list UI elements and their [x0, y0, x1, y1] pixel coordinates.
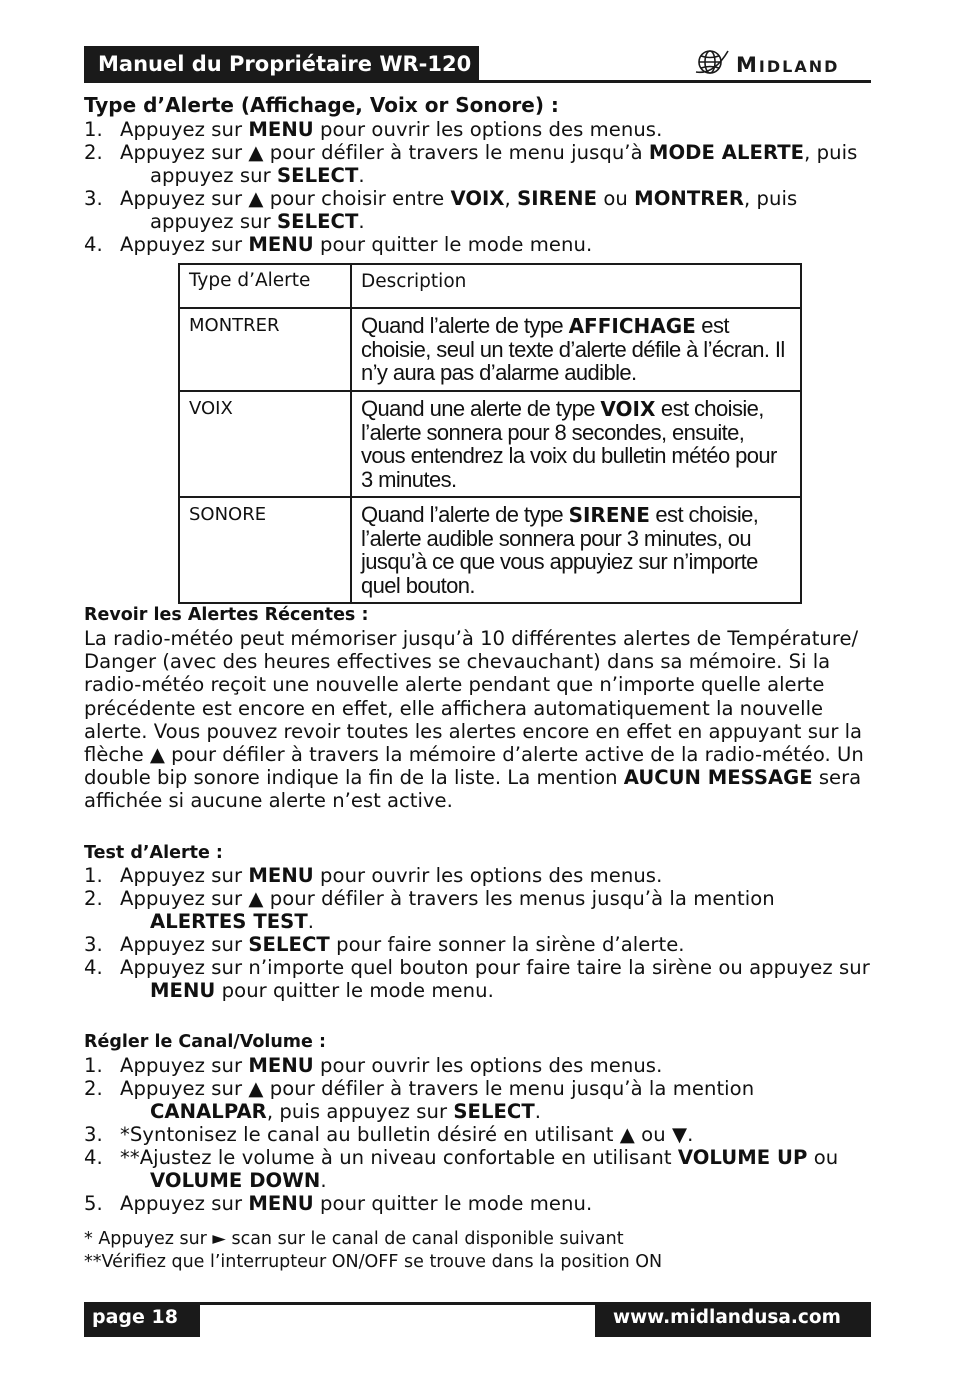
list-item: 2. Appuyez sur ▲ pour défiler à travers les menus jusqu’à la mention ALERTES TEST.	[84, 887, 775, 933]
list-item: 1. Appuyez sur MENU pour ouvrir les options des menus.	[84, 864, 663, 887]
alert-type-table	[178, 263, 802, 604]
table-header-row	[179, 264, 801, 308]
list-item: 3. Appuyez sur ▲ pour choisir entre VOIX, SIRENE ou MONTRER, puis appuyez sur SELECT.	[84, 187, 798, 233]
footnote-power-switch: **Vérifiez que l’interrupteur ON/OFF se trouve dans la position ON	[84, 1252, 663, 1272]
website-link[interactable]: www.midlandusa.com	[613, 1307, 841, 1328]
section-heading-channel-volume: Régler le Canal/Volume :	[84, 1032, 326, 1052]
header-rule	[84, 80, 871, 83]
footnote-scan: * Appuyez sur ► scan sur le canal de canal disponible suivant	[84, 1229, 624, 1249]
list-item: 2. Appuyez sur ▲ pour défiler à travers le menu jusqu’à MODE ALERTE, puis appuyez sur SELECT.	[84, 141, 858, 187]
section-heading-alert-test: Test d’Alerte :	[84, 843, 223, 863]
table-cell-type: SONORE	[179, 497, 351, 603]
table-row	[179, 391, 801, 497]
table-cell-description: Quand l’alerte de type SIRENE est choisie, l’alerte audible sonnera pour 3 minutes, ou jusqu’à ce que vous appuyiez sur n’importe quel bouton.	[351, 497, 801, 603]
section-heading-recent-alerts: Revoir les Alertes Récentes :	[84, 605, 369, 625]
recent-alerts-paragraph: La radio-météo peut mémoriser jusqu’à 10 différentes alertes de Température/ Danger (avec des heures effectives se chevauchant) dans sa mémoire. Si la radio-météo reçoit une nouvelle alerte pendant que n’importe quelle alerte précédente est encore en effet, elle affichera automatiquement la nouvelle alerte. Vous pouvez revoir toutes les alertes encore en effet en appuyant sur la flèche ▲ pour défiler à travers la mémoire d’alerte active de la radio-météo. Un double bip sonore indique la fin de la liste. La mention AUCUN MESSAGE sera affichée si aucune alerte n’est active.	[84, 627, 864, 813]
table-row	[179, 497, 801, 603]
list-item: 5. Appuyez sur MENU pour quitter le mode menu.	[84, 1192, 593, 1215]
table-cell-type: MONTRER	[179, 308, 351, 391]
page-number: page 18	[92, 1306, 178, 1328]
list-item: 3. Appuyez sur SELECT pour faire sonner la sirène d’alerte.	[84, 933, 685, 956]
alert-test-steps	[84, 864, 874, 1002]
table-header-description: Description	[351, 264, 801, 308]
list-item: 2. Appuyez sur ▲ pour défiler à travers le menu jusqu’à la mention CANALPAR, puis appuyez sur SELECT.	[84, 1077, 755, 1123]
table-cell-description: Quand une alerte de type VOIX est choisie, l’alerte sonnera pour 8 secondes, ensuite, vous entendrez la voix du bulletin météo pour 3 minutes.	[351, 391, 801, 497]
midland-logo: MIDLAND	[736, 53, 840, 77]
section-heading-alert-type: Type d’Alerte (Affichage, Voix or Sonore) :	[84, 93, 559, 117]
table-cell-type: VOIX	[179, 391, 351, 497]
header-title: Manuel du Propriétaire WR-120	[98, 52, 472, 76]
channel-volume-steps	[84, 1054, 874, 1215]
list-item: 1. Appuyez sur MENU pour ouvrir les options des menus.	[84, 118, 663, 141]
table-cell-description: Quand l’alerte de type AFFICHAGE est choisie, seul un texte d’alerte défile à l’écran. Il n’y aura pas d’alarme audible.	[351, 308, 801, 391]
table-row	[179, 308, 801, 391]
list-item: 4. Appuyez sur MENU pour quitter le mode menu.	[84, 233, 593, 256]
list-item: 4. **Ajustez le volume à un niveau confortable en utilisant VOLUME UP ou VOLUME DOWN.	[84, 1146, 839, 1192]
list-item: 1. Appuyez sur MENU pour ouvrir les options des menus.	[84, 1054, 663, 1077]
table-header-type: Type d’Alerte	[179, 264, 351, 308]
alert-type-steps	[84, 118, 874, 256]
list-item: 3. *Syntonisez le canal au bulletin désiré en utilisant ▲ ou ▼.	[84, 1123, 694, 1146]
list-item: 4. Appuyez sur n’importe quel bouton pour faire taire la sirène ou appuyez sur MENU pour quitter le mode menu.	[84, 956, 870, 1002]
